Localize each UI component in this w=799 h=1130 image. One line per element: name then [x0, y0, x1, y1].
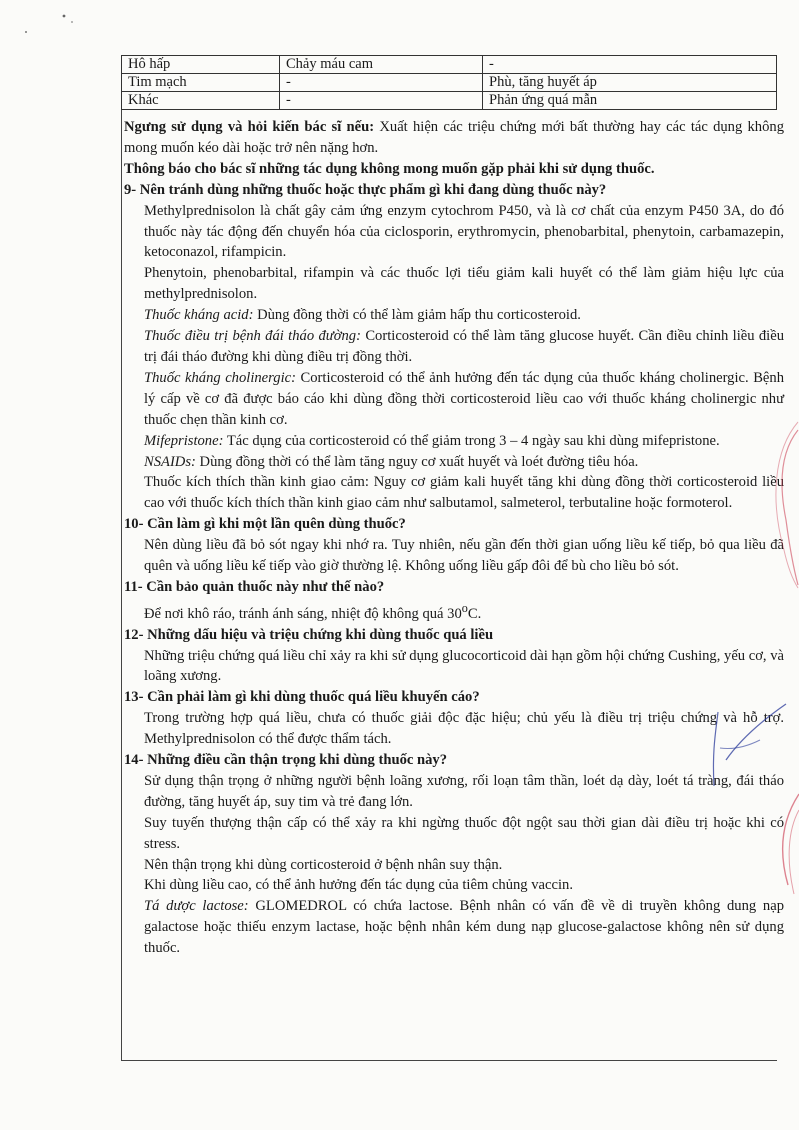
stamp-mark-icon — [770, 790, 799, 900]
section-14-paragraph: Suy tuyến thượng thận cấp có thể xảy ra khi ngừng thuốc đột ngột sau thời gian dài điều trị hoặc khi có stress. — [144, 814, 784, 852]
table-row — [122, 56, 777, 74]
section-10-heading: 10- Cần làm gì khi một lần quên dùng thuốc? — [124, 516, 406, 533]
table-cell-unknown: - — [483, 56, 777, 74]
degree-superscript: o — [461, 600, 468, 615]
section-11-heading: 11- Cần bảo quản thuốc này như thế nào? — [124, 578, 385, 595]
section-14-paragraph: Khi dùng liều cao, có thể ảnh hưởng đến tác dụng của tiêm chủng vaccin. — [144, 877, 573, 894]
section-9-antacid — [124, 305, 784, 326]
mifepristone-text: Tác dụng của corticosteroid có thể giảm trong 3 – 4 ngày sau khi dùng mifepristone. — [223, 432, 720, 449]
anticholinergic-label: Thuốc kháng cholinergic: — [144, 369, 296, 386]
section-14-paragraph: Sử dụng thận trọng ở những người bệnh loãng xương, rối loạn tâm thần, loét dạ dày, loét tá tràng, đái tháo đường, tăng huyết áp, suy tim và trẻ đang lớn. — [144, 772, 784, 810]
section-12-paragraph: Những triệu chứng quá liều chỉ xảy ra khi sử dụng glucocorticoid dài hạn gồm hội chứng Cushing, yếu cơ, và loãng xương. — [144, 647, 785, 685]
section-11-paragraph — [124, 598, 784, 625]
side-effects-table — [121, 55, 777, 110]
table-cell-unknown: Phản ứng quá mẫn — [483, 92, 777, 110]
table-cell-system: Khác — [122, 92, 280, 110]
section-10-paragraph: Nên dùng liều đã bỏ sót ngay khi nhớ ra. Tuy nhiên, nếu gần đến thời gian uống liều kế tiếp, bỏ qua liều đã quên và uống liều kế tiếp vào giờ thường lệ. Không uống liều gấp đôi để bù cho liều bỏ sót. — [144, 537, 784, 575]
anticholinergic-text: Corticosteroid có thể ảnh hưởng đến tác dụng của thuốc kháng cholinergic. Bệnh lý cấp về cơ đã được báo cáo khi dùng đồng thời corticosteroid liều cao với thuốc kháng cholinergic như thuốc chẹn thần kinh cơ. — [144, 369, 784, 428]
section-9-anticholinergic — [124, 368, 784, 431]
storage-unit: C. — [467, 605, 482, 622]
lactose-label: Tá dược lactose: — [144, 898, 249, 915]
stop-use-label: Ngưng sử dụng và hỏi kiến bác sĩ nếu: — [124, 119, 375, 135]
diabetes-text: Corticosteroid có thể làm tăng glucose huyết. Cần điều chỉnh liều điều trị đái tháo đường khi dùng điều trị đồng thời. — [144, 328, 784, 365]
nsaids-text: Dùng đồng thời có thể làm tăng nguy cơ xuất huyết và loét đường tiêu hóa. — [195, 453, 639, 470]
section-9-heading: 9- Nên tránh dùng những thuốc hoặc thực phẩm gì khi đang dùng thuốc này? — [124, 181, 607, 198]
scan-speck-icon — [20, 8, 80, 38]
notify-doctor-note: Thông báo cho bác sĩ những tác dụng không mong muốn gặp phải khi sử dụng thuốc. — [124, 160, 655, 177]
table-cell-uncommon: - — [280, 92, 483, 110]
table-row — [122, 92, 777, 110]
signature-stroke-icon — [690, 700, 790, 790]
stamp-mark-icon — [760, 420, 799, 590]
mifepristone-label: Mifepristone: — [144, 432, 224, 449]
stop-use-text: Xuất hiện các triệu chứng mới bất thường hay các tác dụng không mong muốn kéo dài hoặc trở nên nặng hơn. — [124, 119, 784, 156]
stop-use-note — [124, 117, 784, 159]
diabetes-label: Thuốc điều trị bệnh đái tháo đường: — [144, 328, 361, 345]
antacid-text: Dùng đồng thời có thể làm giảm hấp thu corticosteroid. — [253, 307, 581, 324]
section-9-mifepristone — [124, 431, 784, 452]
table-cell-unknown: Phù, tăng huyết áp — [483, 74, 777, 92]
section-12-heading: 12- Những dấu hiệu và triệu chứng khi dùng thuốc quá liều — [124, 626, 494, 643]
section-13-paragraph: Trong trường hợp quá liều, chưa có thuốc giải độc đặc hiệu; chủ yếu là điều trị triệu chứng và hỗ trợ. Methylprednisolon có thể được thẩm tách. — [144, 710, 784, 748]
section-9-paragraph: Phenytoin, phenobarbital, rifampin và các thuốc lợi tiểu giảm kali huyết có thể làm giảm hiệu lực của methylprednisolon. — [144, 265, 784, 303]
section-14-heading: 14- Những điều cần thận trọng khi dùng thuốc này? — [124, 752, 448, 769]
table-cell-uncommon: Chảy máu cam — [280, 56, 483, 74]
antacid-label: Thuốc kháng acid: — [144, 307, 254, 324]
section-14-lactose — [124, 896, 784, 959]
table-row — [122, 74, 777, 92]
section-9-paragraph: Thuốc kích thích thần kinh giao cảm: Nguy cơ giảm kali huyết tăng khi dùng đồng thời corticosteroid liều cao với thuốc kích thích thần kinh giao cảm như salbutamol, salmeterol, terbutaline hoặc formoterol. — [144, 474, 784, 512]
leaflet-body — [124, 117, 784, 959]
section-13-heading: 13- Cần phải làm gì khi dùng thuốc quá liều khuyến cáo? — [124, 689, 480, 706]
section-9-nsaids — [124, 452, 784, 473]
section-9-paragraph: Methylprednisolon là chất gây cảm ứng enzym cytochrom P450, và là cơ chất của enzym P450 3A, do đó thuốc này tác động đến chuyển hóa của ciclosporin, erythromycin, phenobarbital, phenytoin, carbamazepin, ketoconazol, rifampicin. — [144, 202, 784, 261]
section-14-paragraph: Nên thận trọng khi dùng corticosteroid ở bệnh nhân suy thận. — [144, 856, 503, 873]
nsaids-label: NSAIDs: — [144, 453, 196, 470]
lactose-text: GLOMEDROL có chứa lactose. Bệnh nhân có vấn đề về di truyền không dung nạp galactose hoặc thiếu enzym lactase, hoặc bệnh nhân kém dung nạp glucose-galactose không nên sử dụng thuốc. — [144, 898, 784, 957]
section-9-diabetes — [124, 326, 784, 368]
table-cell-uncommon: - — [280, 74, 483, 92]
table-cell-system: Hô hấp — [122, 56, 280, 74]
table-cell-system: Tim mạch — [122, 74, 280, 92]
storage-text: Để nơi khô ráo, tránh ánh sáng, nhiệt độ không quá 30 — [144, 605, 462, 622]
